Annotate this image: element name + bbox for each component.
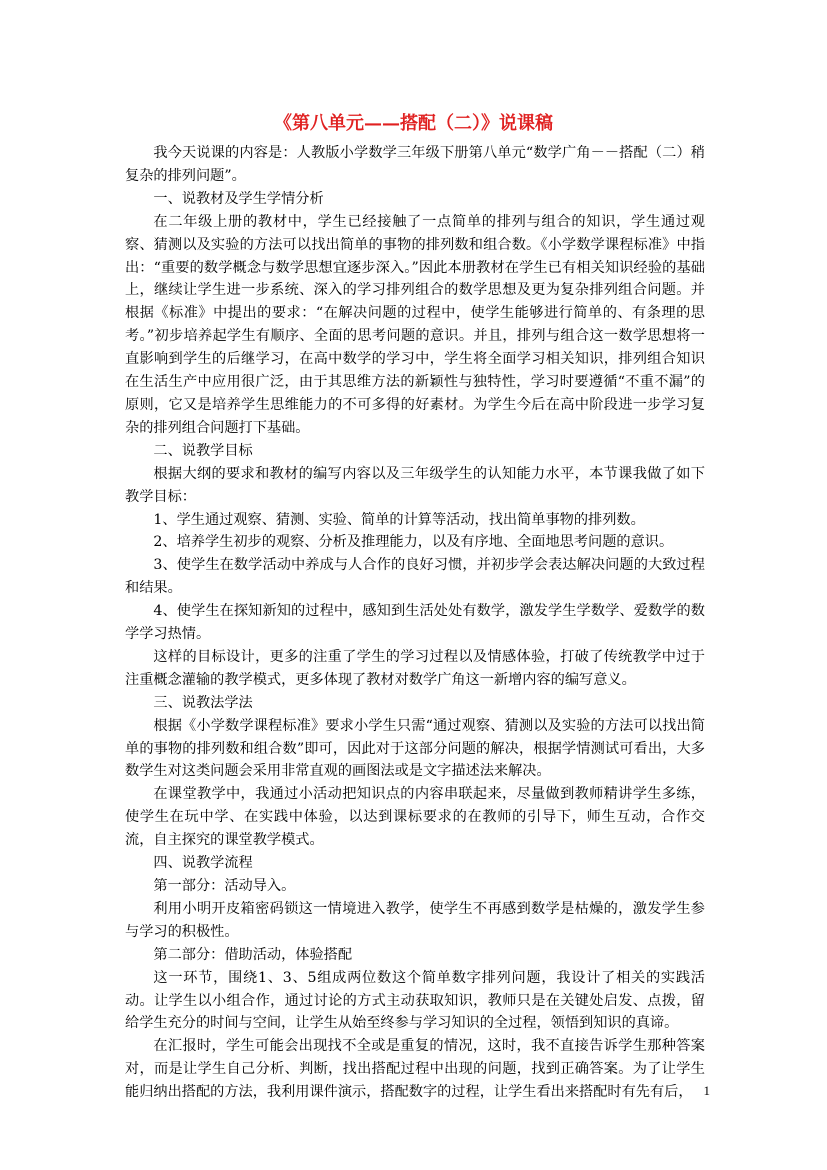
goal-item-4: 4、使学生在探知新知的过程中，感知到生活处处有数学，激发学生学数学、爱数学的数学学习热情。 [125, 603, 705, 643]
section-heading-2: 二、说教学目标 [153, 442, 253, 459]
paragraph-goal-design: 这样的目标设计，更多的注重了学生的学习过程以及情感体验，打破了传统教学中过于注重概念灌输的教学模式，更多体现了教材对数学广角这一新增内容的编写意义。 [125, 648, 705, 688]
part-heading-2: 第二部分：借助活动，体验搭配 [153, 946, 353, 963]
document-body [125, 142, 705, 1104]
section-heading-4: 四、说教学流程 [153, 855, 253, 872]
section-heading-1: 一、说教材及学生学情分析 [153, 190, 324, 207]
part-heading-1: 第一部分：活动导入。 [153, 878, 296, 894]
paragraph-part-2a: 这一环节，围绕1、3、5组成两位数这个简单数字排列问题，我设计了相关的实践活动。让学生以小组合作，通过讨论的方式主动获取知识，教师只是在关键处启发、点拨，留给学生充分的时间与空间，让学生从始至终参与学习知识的全过程，领悟到知识的真谛。 [125, 969, 705, 1032]
paragraph-goals-intro: 根据大纲的要求和教材的编写内容以及三年级学生的认知能力水平，本节课我做了如下教学目标： [125, 465, 705, 505]
goal-item-3: 3、使学生在数学活动中养成与人合作的良好习惯，并初步学会表达解决问题的大致过程和结果。 [125, 557, 705, 597]
paragraph-method-1: 根据《小学数学课程标准》要求小学生只需“通过观察、猜测以及实验的方法可以找出简单的事物的排列数和组合数”即可，因此对于这部分问题的解决，根据学情测试可看出，大多数学生对这类问题会采用非常直观的画图法或是文字描述法来解决。 [125, 717, 705, 780]
paragraph-textbook-analysis: 在二年级上册的教材中，学生已经接触了一点简单的排列与组合的知识，学生通过观察、猜测以及实验的方法可以找出简单的事物的排列数和组合数。《小学数学课程标准》中指出：“重要的数学概念与数学思想宜逐步深入。”因此本册教材在学生已有相关知识经验的基础上，继续让学生进一步系统、深入的学习排列组合的数学思想及更为复杂排列组合问题。并根据《标准》中提出的要求：“在解决问题的过程中，使学生能够进行简单的、有条理的思考。”初步培养起学生有顺序、全面的思考问题的意识。并且，排列与组合这一数学思想将一直影响到学生的后继学习，在高中数学的学习中，学生将全面学习相关知识，排列组合知识在生活生产中应用很广泛，由于其思维方法的新颖性与独特性，学习时要遵循“不重不漏”的原则，它又是培养学生思维能力的不可多得的好素材。为学生今后在高中阶段进一步学习复杂的排列组合问题打下基础。 [125, 213, 705, 436]
section-heading-3: 三、说教法学法 [153, 694, 253, 711]
paragraph-part-1: 利用小明开皮箱密码锁这一情境进入教学，使学生不再感到数学是枯燥的，激发学生参与学习的积极性。 [125, 900, 705, 940]
paragraph-part-2b: 在汇报时，学生可能会出现找不全或是重复的情况，这时，我不直接告诉学生那种答案对，而是让学生自己分析、判断，找出搭配过程中出现的问题，找到正确答案。为了让学生能归纳出搭配的方法，我利用课件演示，搭配数字的过程，让学生看出来搭配时有先有后， [125, 1038, 705, 1101]
document-title: 《第八单元——搭配（二）》说课稿 [274, 113, 553, 134]
paragraph-intro: 我今天说课的内容是：人教版小学数学三年级下册第八单元“数学广角－－搭配（二）稍复杂的排列问题”。 [125, 145, 705, 184]
goal-item-1: 1、学生通过观察、猜测、实验、简单的计算等活动，找出简单事物的排列数。 [153, 511, 645, 528]
goal-item-2: 2、培养学生初步的观察、分析及推理能力，以及有序地、全面地思考问题的意识。 [153, 534, 674, 551]
page-number: 1 [703, 1083, 710, 1098]
paragraph-method-2: 在课堂教学中，我通过小活动把知识点的内容串联起来，尽量做到教师精讲学生多练，使学生在玩中学、在实践中体验，以达到课标要求的在教师的引导下，师生互动，合作交流，自主探究的课堂教学模式。 [125, 786, 705, 849]
